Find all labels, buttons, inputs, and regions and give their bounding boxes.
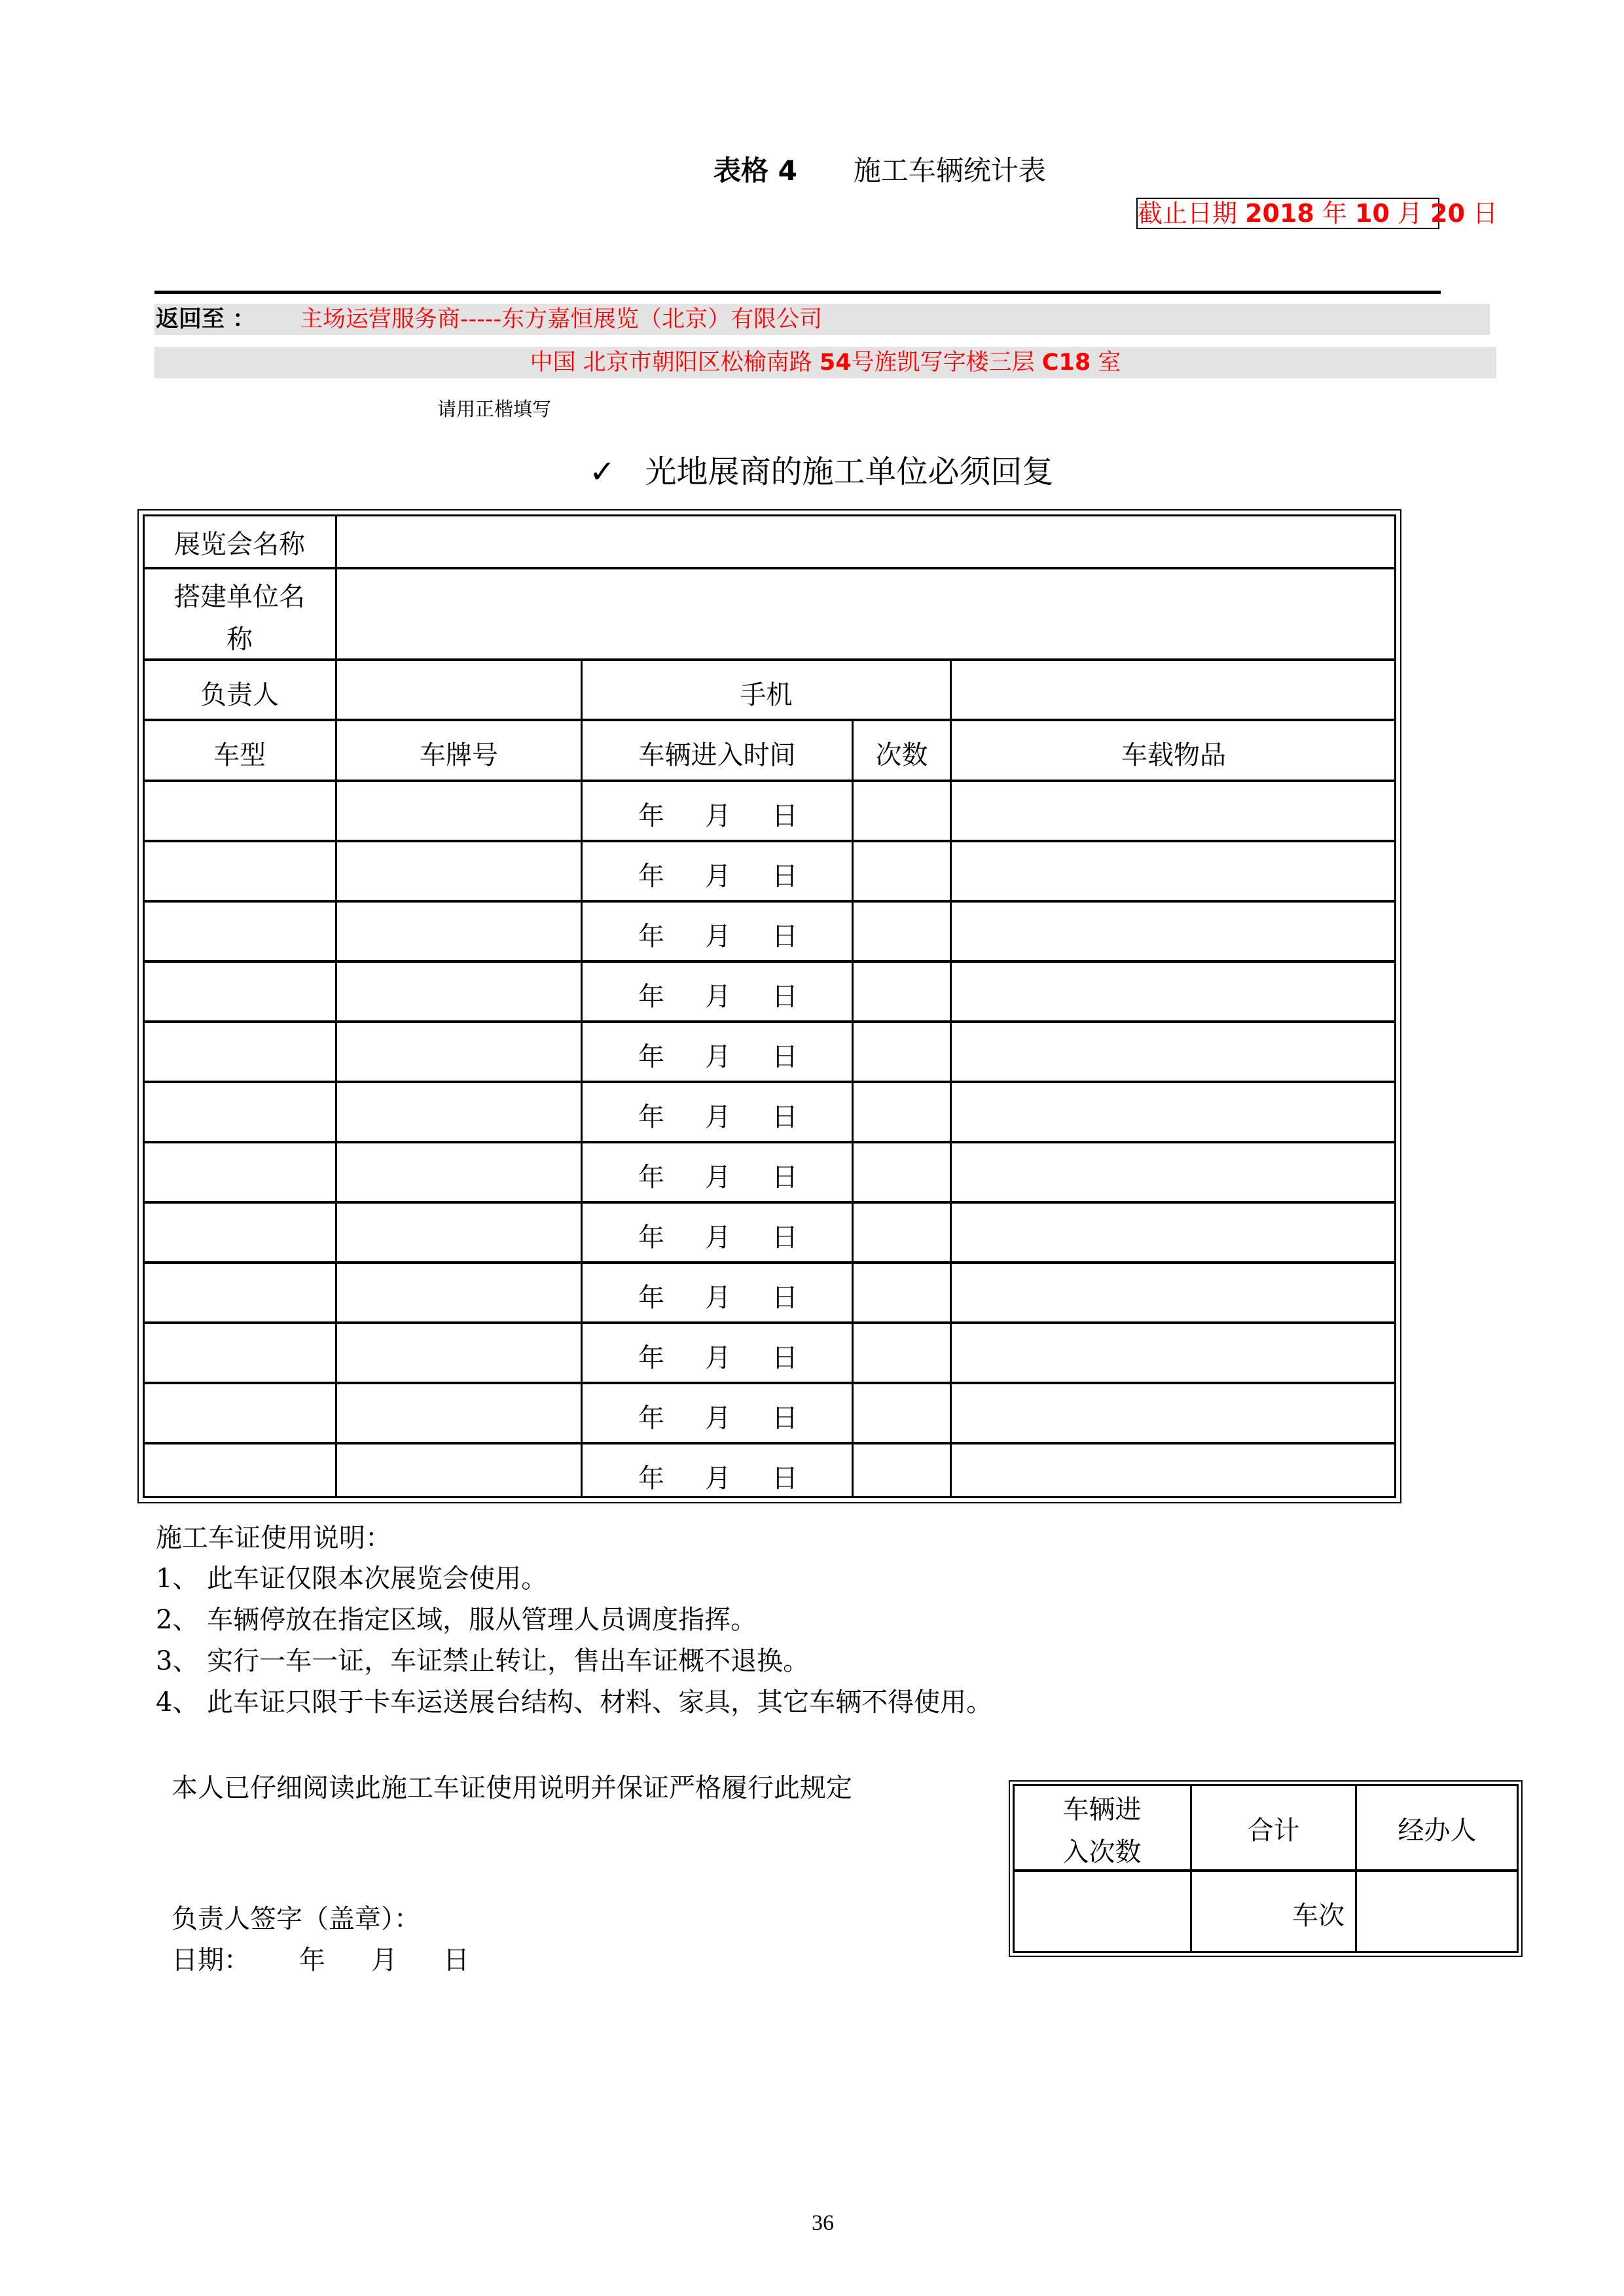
table-title: 施工车辆统计表 [853,154,1046,187]
table-number: 4 [778,154,797,187]
fill-instruction: 请用正楷填写 [437,398,552,420]
row-divider [1014,1869,1517,1872]
builder-name-label-line1: 搭建单位名 [174,582,305,612]
entries-label-line1: 车辆进 [1062,1795,1142,1825]
builder-name-label-line2: 称 [226,624,253,655]
date-month: 月 [705,1343,731,1373]
date-month: 月 [705,922,731,952]
deadline-month: 10 [1355,199,1390,228]
handler-label: 经办人 [1398,1816,1477,1846]
address-number: 54 [819,350,852,376]
exhibition-name-field[interactable] [337,569,1394,570]
date-month: 月 [705,1042,731,1072]
usage-note-item: 4、 此车证只限于卡车运送展台结构、材料、家具，其它车辆不得使用。 [156,1687,993,1717]
date-year: 年 [638,1343,664,1373]
date-day: 日 [772,1042,798,1072]
return-to-company: 主场运营服务商-----东方嘉恒展览（北京）有限公司 [300,306,823,332]
entry-date-cell[interactable] [638,1217,798,1254]
date-month: 月 [705,1162,731,1193]
date-year: 年 [638,1223,664,1253]
row-divider [144,1020,1396,1023]
col-header-plate-number: 车牌号 [420,740,498,770]
row-divider [144,1141,1396,1143]
date-day: 日 [772,1223,798,1253]
row-divider [144,1382,1396,1384]
date-month: 月 [705,801,731,831]
row-divider [144,1201,1396,1204]
row-divider [144,719,1396,721]
date-month: 月 [705,1102,731,1132]
entry-date-cell[interactable] [638,916,798,953]
signature-date-label: 日期： [171,1945,250,1975]
date-month: 月 [705,1463,731,1494]
subtitle-text: 光地展商的施工单位必须回复 [645,454,1054,490]
col-header-vehicle-type: 车型 [213,740,266,770]
trips-unit-text: 车次 [1292,1901,1344,1931]
deadline-prefix: 截止日期 [1138,199,1238,228]
date-year: 年 [638,1102,664,1132]
date-month: 月 [705,1283,731,1313]
date-day: 日 [772,1343,798,1373]
table-label: 表格 [713,154,769,187]
date-day: 日 [772,982,798,1012]
total-label: 合计 [1247,1816,1300,1846]
row-divider [144,900,1396,903]
row-divider [144,1442,1396,1444]
date-year: 年 [638,1042,664,1072]
entry-date-cell[interactable] [638,1036,798,1073]
declaration: 本人已仔细阅读此施工车证使用说明并保证严格履行此规定 [171,1773,852,1803]
date-year: 年 [638,861,664,891]
mobile-label: 手机 [740,680,793,710]
deadline-day: 20 [1430,199,1466,228]
row-divider [144,658,1396,661]
date-year: 年 [638,982,664,1012]
separator-line [154,291,1441,294]
entry-date-cell[interactable] [638,1096,798,1134]
page-number: 36 [812,2211,834,2235]
check-icon: ✓ [589,454,616,490]
return-to-bar [154,304,1490,335]
address-bar [154,347,1496,378]
signature-month: 月 [371,1945,397,1975]
date-day: 日 [772,1162,798,1193]
deadline-year: 2018 [1245,199,1314,228]
subtitle [589,446,1054,492]
col-divider [852,720,854,1498]
date-year: 年 [638,801,664,831]
col-divider [581,660,583,1498]
col-header-count: 次数 [875,740,928,770]
entries-label-line2: 入次数 [1062,1837,1142,1867]
signature-label: 负责人签字（盖章）： [171,1904,420,1934]
usage-notes-title: 施工车证使用说明： [156,1523,391,1553]
date-year: 年 [638,922,664,952]
date-year: 年 [638,1162,664,1193]
date-day: 日 [772,1102,798,1132]
col-divider [950,660,952,1498]
date-year: 年 [638,1283,664,1313]
date-day: 日 [772,801,798,831]
address-suffix: 室 [1098,350,1121,376]
signature-date [171,1939,469,1977]
date-month: 月 [705,1403,731,1433]
date-year: 年 [638,1463,664,1494]
row-divider [144,1081,1396,1083]
header-divider [144,780,1396,782]
entry-date-cell[interactable] [638,1337,798,1374]
return-to-label: 返回至 ： [156,306,256,332]
exhibition-name-label: 展览会名称 [174,529,305,560]
entry-date-cell[interactable] [638,1277,798,1314]
deadline-year-unit: 年 [1322,199,1347,228]
address-prefix: 中国 北京市朝阳区松榆南路 [530,350,812,376]
address-room: C18 [1041,350,1091,376]
row-divider [144,840,1396,842]
row-divider [144,1261,1396,1264]
usage-note-item: 3、 实行一车一证，车证禁止转让，售出车证概不退换。 [156,1646,810,1676]
date-day: 日 [772,1403,798,1433]
deadline-month-unit: 月 [1398,199,1423,228]
entry-date-cell[interactable] [638,1458,798,1495]
date-year: 年 [638,1403,664,1433]
entry-date-cell[interactable] [638,976,798,1013]
col-divider [335,514,337,1498]
date-day: 日 [772,1283,798,1313]
trips-unit [1192,1895,1355,1932]
date-day: 日 [772,861,798,891]
usage-note-item: 2、 车辆停放在指定区域，服从管理人员调度指挥。 [156,1605,757,1635]
document-title [713,149,1046,188]
person-in-charge-label: 负责人 [200,680,279,710]
col-header-entry-time: 车辆进入时间 [638,740,796,770]
row-divider [144,1321,1396,1324]
col-header-cargo: 车载物品 [1121,740,1226,770]
entry-date-cell[interactable] [638,795,798,833]
signature-year: 年 [299,1945,325,1975]
address [154,347,1496,378]
signature-day: 日 [443,1945,469,1975]
date-day: 日 [772,1463,798,1494]
row-divider [144,960,1396,963]
entry-date-cell[interactable] [638,1397,798,1435]
date-month: 月 [705,1223,731,1253]
entry-date-cell[interactable] [638,1157,798,1194]
address-mid: 号旌凯写字楼三层 [851,350,1035,376]
date-month: 月 [705,982,731,1012]
date-month: 月 [705,861,731,891]
entry-date-cell[interactable] [638,855,798,893]
deadline-box [1136,198,1498,229]
usage-note-item: 1、 此车证仅限本次展览会使用。 [156,1564,548,1594]
date-day: 日 [772,922,798,952]
deadline-day-unit: 日 [1473,199,1498,228]
